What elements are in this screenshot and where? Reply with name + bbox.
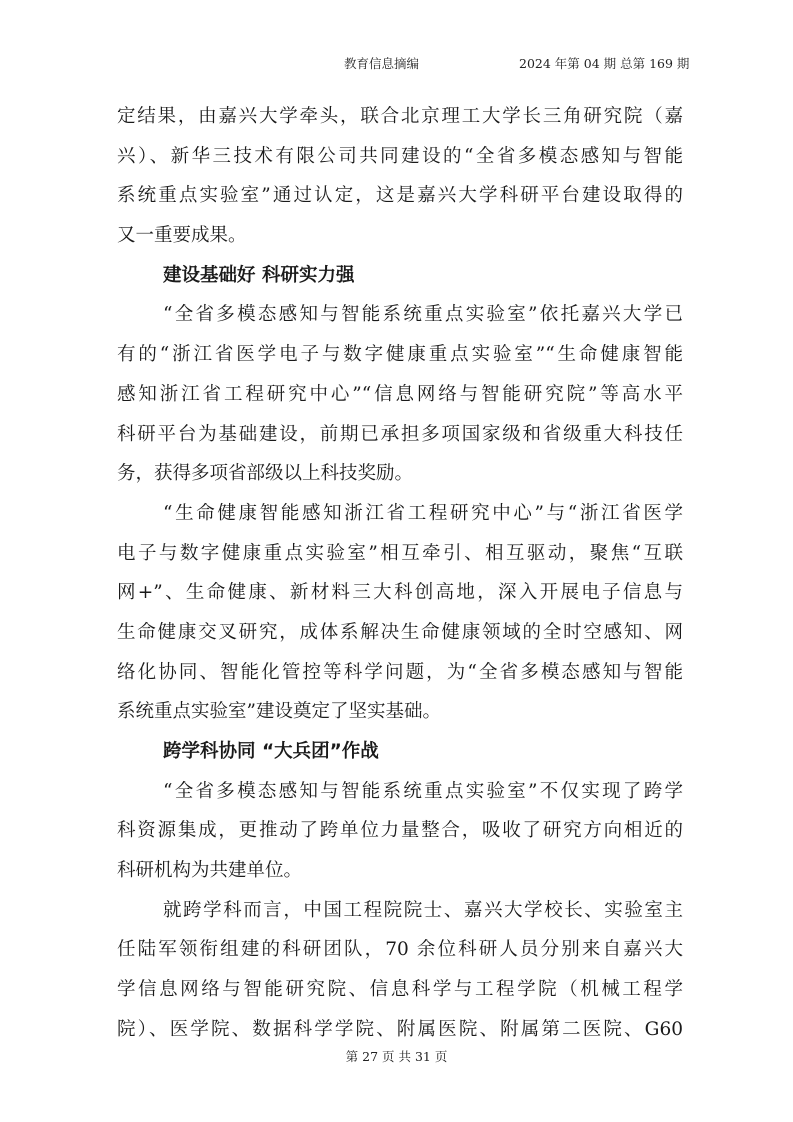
publication-name: 教育信息摘编 bbox=[344, 56, 420, 71]
issue-number: 2024 年第 04 期 总第 169 期 bbox=[519, 56, 690, 71]
paragraph-line: “生命健康智能感知浙江省工程研究中心”与“浙江省医学 bbox=[163, 502, 683, 524]
document-body bbox=[117, 97, 683, 1050]
paragraph-line: 科研机构为共建单位。 bbox=[117, 860, 303, 882]
paragraph-line: 系统重点实验室”建设奠定了坚实基础。 bbox=[117, 701, 441, 723]
paragraph-line: “全省多模态感知与智能系统重点实验室”不仅实现了跨学 bbox=[163, 780, 683, 802]
paragraph-line: 网+”、生命健康、新材料三大科创高地，深入开展电子信息与 bbox=[117, 582, 683, 604]
paragraph-line: 科资源集成，更推动了跨单位力量整合，吸收了研究方向相近的 bbox=[117, 820, 683, 842]
page-number: 第 27 页 共 31 页 bbox=[345, 1049, 448, 1064]
paragraph-line: 学信息网络与智能研究院、信息科学与工程学院（机械工程学 bbox=[117, 979, 683, 1001]
paragraph-line: 兴）、新华三技术有限公司共同建设的“全省多模态感知与智能 bbox=[117, 145, 683, 167]
page-header bbox=[0, 54, 793, 76]
paragraph-line: 生命健康交叉研究，成体系解决生命健康领域的全时空感知、网 bbox=[117, 621, 683, 643]
paragraph-line: 定结果，由嘉兴大学牵头，联合北京理工大学长三角研究院（嘉 bbox=[117, 106, 683, 127]
paragraph-line: “全省多模态感知与智能系统重点实验室”依托嘉兴大学已 bbox=[163, 304, 683, 326]
paragraph-line: 任陆军领衔组建的科研团队，70 余位科研人员分别来自嘉兴大 bbox=[117, 939, 683, 961]
paragraph-line: 就跨学科而言，中国工程院院士、嘉兴大学校长、实验室主 bbox=[163, 899, 683, 921]
paragraph-line: 有的“浙江省医学电子与数字健康重点实验室”“生命健康智能 bbox=[117, 344, 683, 366]
paragraph-line: 感知浙江省工程研究中心”“信息网络与智能研究院”等高水平 bbox=[117, 383, 683, 405]
section-heading-collaboration: 跨学科协同 “大兵团”作战 bbox=[163, 741, 379, 762]
section-heading-foundation: 建设基础好 科研实力强 bbox=[163, 264, 355, 286]
paragraph-line: 务，获得多项省部级以上科技奖励。 bbox=[117, 463, 414, 485]
paragraph-line: 又一重要成果。 bbox=[117, 225, 247, 247]
paragraph-line: 科研平台为基础建设，前期已承担多项国家级和省级重大科技任 bbox=[117, 423, 683, 445]
paragraph-line: 电子与数字健康重点实验室”相互牵引、相互驱动，聚焦“互联 bbox=[117, 542, 683, 564]
paragraph-line: 络化协同、智能化管控等科学问题，为“全省多模态感知与智能 bbox=[117, 661, 683, 683]
paragraph-line: 院）、医学院、数据科学学院、附属医院、附属第二医院、G60 bbox=[117, 1018, 683, 1040]
paragraph-line: 系统重点实验室”通过认定，这是嘉兴大学科研平台建设取得的 bbox=[117, 185, 683, 207]
